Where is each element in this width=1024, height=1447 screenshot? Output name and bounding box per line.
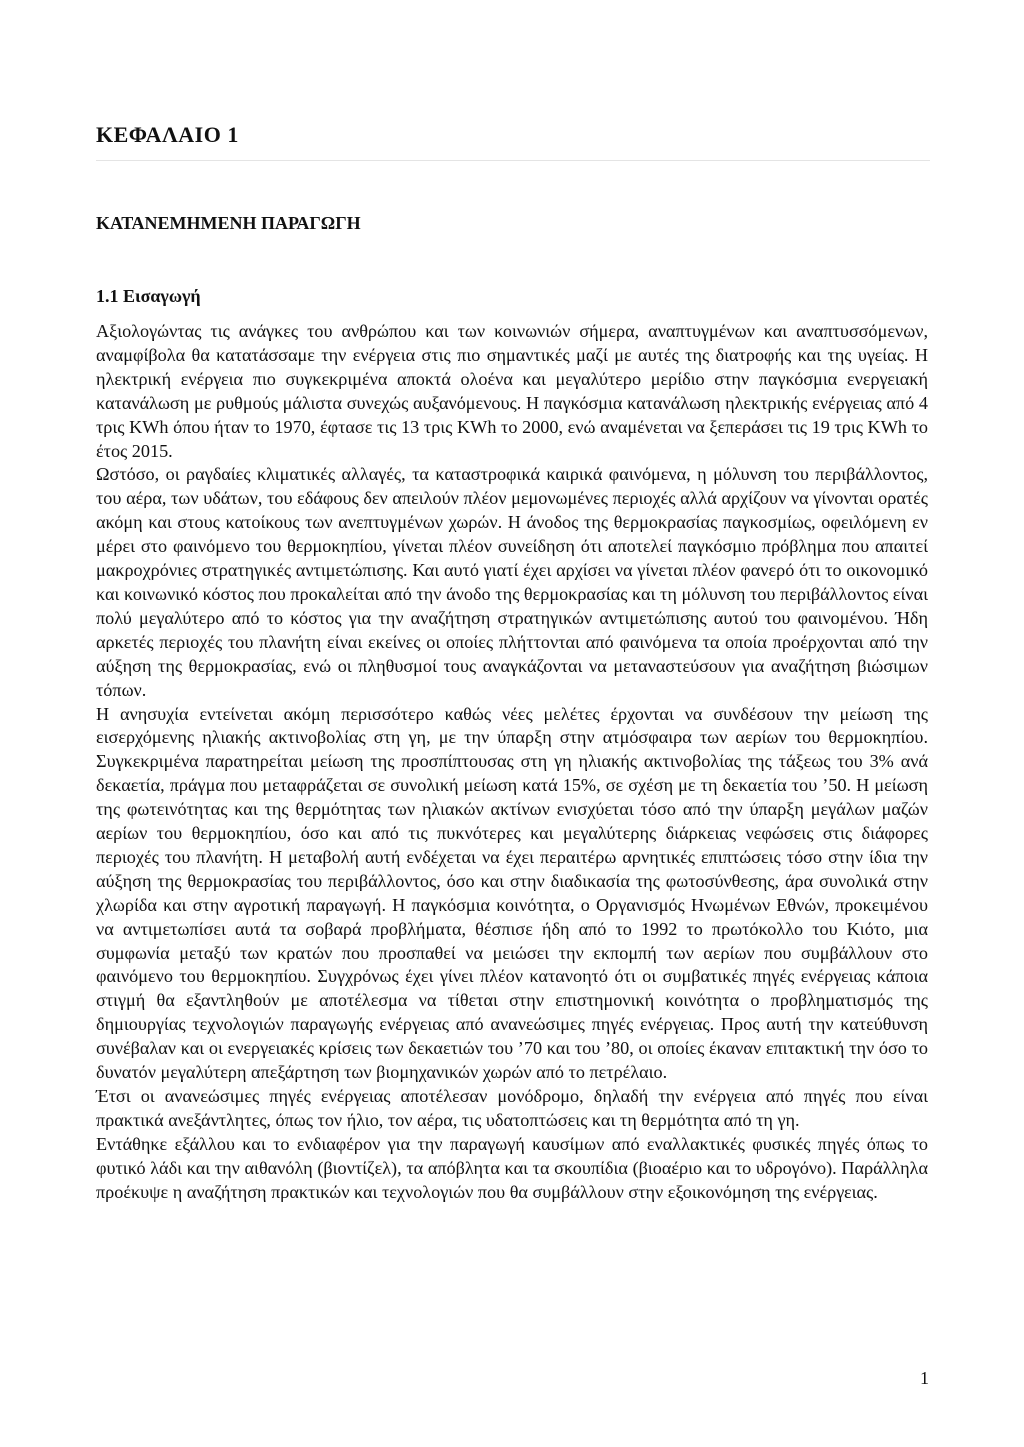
paragraph-4: Έτσι οι ανανεώσιμες πηγές ενέργειας αποτέλεσαν μονόδρομο, δηλαδή την ενέργεια από πηγές που είναι πρακτικά ανεξάντλητες, όπως τον ήλιο, τον αέρα, τις υδατοπτώσεις και τη θερμότητα από τη γη. xyxy=(96,1086,928,1130)
paragraph-2: Ωστόσο, οι ραγδαίες κλιματικές αλλαγές, τα καταστροφικά καιρικά φαινόμενα, η μόλυνση του περιβάλλοντος, του αέρα, των υδάτων, του εδάφους δεν απειλούν πλέον μεμονωμένες περιοχές αλλά αρχίζουν να γίνονται ορατές ακόμη και στους κατοίκους των ανεπτυγμένων χωρών. Η άνοδος της θερμοκρασίας παγκοσμίως, οφειλόμενη εν μέρει στο φαινόμενο του θερμοκηπίου, γίνεται πλέον συνείδηση ότι αποτελεί παγκόσμιο πρόβλημα που απαιτεί μακροχρόνιες στρατηγικές αντιμετώπισης. Και αυτό γιατί έχει αρχίσει να γίνεται πλέον φανερό ότι το οικονομικό και κοινωνικό κόστος που προκαλείται από την άνοδο της θερμοκρασίας και τη μόλυνση του περιβάλλοντος είναι πολύ μεγαλύτερο από το κόστος για την αναζήτηση στρατηγικών αντιμετώπισης αυτού του φαινομένου. Ήδη αρκετές περιοχές του πλανήτη είναι εκείνες οι οποίες πλήττονται από φαινόμενα τα οποία προέρχονται από την αύξηση της θερμοκρασίας, ενώ οι πληθυσμοί τους αναγκάζονται να μεταναστεύσουν για αναζήτηση βιώσιμων τόπων. xyxy=(96,464,928,700)
chapter-heading: ΚΕΦΑΛΑΙΟ 1 xyxy=(96,122,239,147)
body-text xyxy=(96,320,928,1205)
chapter-subtitle: ΚΑΤΑΝΕΜΗΜΕΝΗ ΠΑΡΑΓΩΓΗ xyxy=(96,213,361,233)
paragraph-3: Η ανησυχία εντείνεται ακόμη περισσότερο καθώς νέες μελέτες έρχονται να συνδέσουν την μείωση της εισερχόμενης ηλιακής ακτινοβολίας στη γη, με την ύπαρξη στην ατμόσφαιρα των αερίων του θερμοκηπίου. Συγκεκριμένα παρατηρείται μείωση της προσπίπτουσας στη γη ηλιακής ακτινοβολίας της τάξεως του 3% ανά δεκαετία, πράγμα που μεταφράζεται σε συνολική μείωση κατά 15%, σε σχέση με τη δεκαετία του ’50. Η μείωση της φωτεινότητας και της θερμότητας των ηλιακών ακτίνων ενισχύεται τόσο από την ύπαρξη μεγάλων μαζών αερίων του θερμοκηπίου, όσο και από τις πυκνότερες και μεγαλύτερης διάρκειας νεφώσεις στις διάφορες περιοχές του πλανήτη. Η μεταβολή αυτή ενδέχεται να έχει περαιτέρω αρνητικές επιπτώσεις τόσο στην ίδια την αύξηση της θερμοκρασίας του περιβάλλοντος, όσο και στην διαδικασία της φωτοσύνθεσης, άρα συνολικά στην χλωρίδα και στην αγροτική παραγωγή. Η παγκόσμια κοινότητα, ο Οργανισμός Ηνωμένων Εθνών, προκειμένου να αντιμετωπίσει αυτά τα σοβαρά προβλήματα, θέσπισε ήδη από το 1992 το πρωτόκολλο του Κιότο, μια συμφωνία μεταξύ των κρατών που προσπαθεί να μειώσει την εκπομπή των αερίων που συμβάλλουν στο φαινόμενο του θερμοκηπίου. Συγχρόνως έχει γίνει πλέον κατανοητό ότι οι συμβατικές πηγές ενέργειας κάποια στιγμή θα εξαντληθούν με αποτέλεσμα να τίθεται στην επιστημονική κοινότητα ο προβληματισμός της δημιουργίας τεχνολογιών παραγωγής ενέργειας από ανανεώσιμες πηγές ενέργειας. Προς αυτή την κατεύθυνση συνέβαλαν και οι ενεργειακές κρίσεις των δεκαετιών του ’70 και του ’80, οι οποίες έκαναν επιτακτική την όσο το δυνατόν μεγαλύτερη απεξάρτηση των βιομηχανικών χωρών από το πετρέλαιο. xyxy=(96,703,928,1083)
section-heading: 1.1 Εισαγωγή xyxy=(96,286,201,306)
paragraph-1: Αξιολογώντας τις ανάγκες του ανθρώπου και των κοινωνιών σήμερα, αναπτυγμένων και αναπτυσσόμενων, αναμφίβολα θα κατατάσσαμε την ενέργεια στις πιο σημαντικές μαζί με αυτές της διατροφής και της υγείας. Η ηλεκτρική ενέργεια πιο συγκεκριμένα αποκτά ολοένα και μεγαλύτερο μερίδιο στην παγκόσμια ενεργειακή κατανάλωση με ρυθμούς μάλιστα συνεχώς αυξανόμενους. Η παγκόσμια κατανάλωση ηλεκτρικής ενέργειας από 4 τρις KWh όπου ήταν το 1970, έφτασε τις 13 τρις KWh το 2000, ενώ αναμένεται να ξεπεράσει τις 19 τρις KWh το έτος 2015. xyxy=(96,321,928,461)
paragraph-5: Εντάθηκε εξάλλου και το ενδιαφέρον για την παραγωγή καυσίμων από εναλλακτικές φυσικές πηγές όπως το φυτικό λάδι και την αιθανόλη (βιοντίζελ), τα απόβλητα και τα σκουπίδια (βιοαέριο και το υδρογόνο). Παράλληλα προέκυψε η αναζήτηση πρακτικών και τεχνολογιών που θα συμβάλλουν στην εξοικονόμηση της ενέργειας. xyxy=(96,1133,928,1202)
page-number: 1 xyxy=(920,1368,929,1388)
chapter-divider xyxy=(96,160,930,161)
